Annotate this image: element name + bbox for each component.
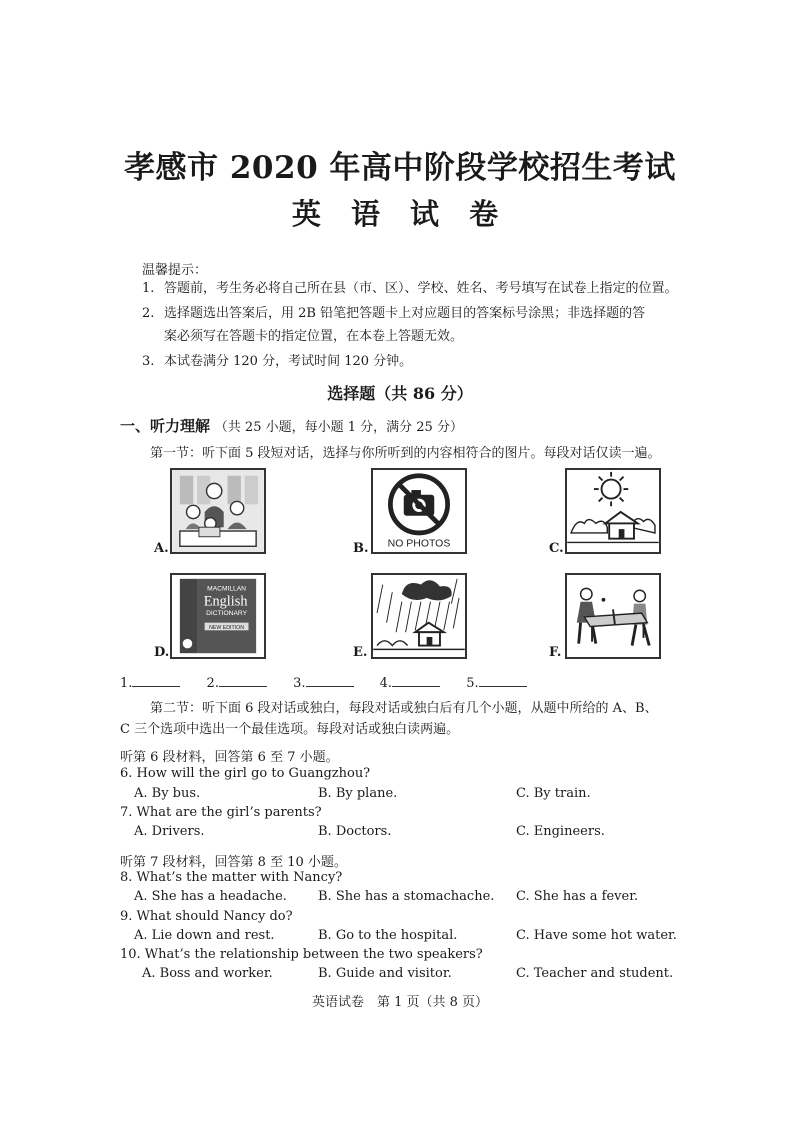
- exam-title: 孝感市 2020 年高中阶段学校招生考试: [124, 150, 676, 186]
- option-c[interactable]: C. Teacher and student.: [516, 966, 674, 981]
- tip-text: 答题前，考生务必将自己所在县（市、区）、学校、姓名、考号填写在试卷上指定的位置。: [164, 281, 678, 296]
- answer-blank[interactable]: [392, 674, 440, 687]
- dictionary-icon: [170, 573, 266, 659]
- option-a[interactable]: A. Lie down and rest.: [134, 928, 275, 943]
- option-a[interactable]: A. By bus.: [134, 786, 201, 801]
- question-stem: 10. What’s the relationship between the two speakers?: [120, 947, 483, 962]
- part-heading: [120, 415, 463, 436]
- option-c[interactable]: C. Engineers.: [516, 824, 605, 839]
- option-a[interactable]: A. She has a headache.: [134, 889, 287, 904]
- tip-text: 选择题选出答案后，用 2B 铅笔把答题卡上对应题目的答案标号涂黑；非选择题的答: [164, 306, 646, 321]
- option-b[interactable]: B. Doctors.: [318, 824, 392, 839]
- option-a[interactable]: A. Boss and worker.: [142, 966, 273, 981]
- tip-number: 3.: [142, 354, 155, 369]
- picture-label-a: A.: [154, 541, 169, 556]
- book-brand: MACMILLAN: [207, 585, 247, 593]
- tip-item-2-cont: 案必须写在答题卡的指定位置，在本卷上答题无效。: [164, 329, 464, 344]
- answer-blank[interactable]: [132, 674, 180, 687]
- section2-instructions-line1: 第二节：听下面 6 段对话或独白，每段对话或独白后有几个小题，从题中所给的 A、B、: [150, 701, 658, 716]
- tips-heading: 温馨提示：: [142, 263, 208, 278]
- section1-instructions: 第一节：听下面 5 段短对话，选择与你所听到的内容相符合的图片。每段对话仅读一遍。: [150, 446, 661, 461]
- table-tennis-icon: [565, 573, 661, 659]
- tip-item-2: [142, 304, 645, 324]
- option-b[interactable]: B. Go to the hospital.: [318, 928, 458, 943]
- sunny-house-icon: [565, 468, 661, 554]
- question-stem: 7. What are the girl’s parents?: [120, 805, 322, 820]
- tip-number: 2.: [142, 306, 155, 321]
- tip-text: 本试卷满分 120 分，考试时间 120 分钟。: [164, 354, 413, 369]
- family-reading-icon: [170, 468, 266, 554]
- option-b[interactable]: B. Guide and visitor.: [318, 966, 452, 981]
- group-intro: 听第 6 段材料，回答第 6 至 7 小题。: [120, 750, 339, 765]
- picture-label-b: B.: [353, 541, 369, 556]
- option-c[interactable]: C. Have some hot water.: [516, 928, 677, 943]
- answer-blanks: [120, 674, 549, 691]
- blank-number: 1.: [120, 676, 133, 691]
- book-edition: NEW EDITION: [209, 624, 245, 631]
- picture-label-d: D.: [154, 645, 170, 660]
- option-a[interactable]: A. Drivers.: [134, 824, 205, 839]
- option-b[interactable]: B. She has a stomachache.: [318, 889, 495, 904]
- blank-number: 3.: [293, 676, 306, 691]
- blank-number: 5.: [466, 676, 479, 691]
- answer-blank[interactable]: [306, 674, 354, 687]
- option-b[interactable]: B. By plane.: [318, 786, 398, 801]
- blank-number: 2.: [206, 676, 219, 691]
- option-c[interactable]: C. She has a fever.: [516, 889, 639, 904]
- question-stem: 9. What should Nancy do?: [120, 909, 293, 924]
- group-intro: 听第 7 段材料，回答第 8 至 10 小题。: [120, 855, 347, 870]
- tip-item-3: [142, 352, 412, 372]
- section2-instructions-line2: C 三个选项中选出一个最佳选项。每段对话或独白读两遍。: [120, 722, 460, 737]
- option-c[interactable]: C. By train.: [516, 786, 591, 801]
- tip-number: 1.: [142, 281, 155, 296]
- blank-number: 4.: [379, 676, 393, 691]
- part-title: 一、听力理解: [120, 417, 211, 435]
- part-note: （共 25 小题，每小题 1 分，满分 25 分）: [214, 420, 463, 435]
- tip-item-1: [142, 279, 678, 299]
- question-stem: 8. What’s the matter with Nancy?: [120, 870, 343, 885]
- answer-blank[interactable]: [479, 674, 527, 687]
- rainy-house-icon: [371, 573, 467, 659]
- picture-label-f: F.: [549, 645, 562, 660]
- picture-label-e: E.: [353, 645, 368, 660]
- book-title-1: English: [203, 593, 248, 610]
- section-title: 选择题（共 86 分）: [327, 384, 473, 403]
- no-photos-caption: NO PHOTOS: [387, 538, 451, 550]
- no-photos-icon: [371, 468, 467, 554]
- picture-label-c: C.: [549, 541, 564, 556]
- exam-subtitle: 英 语 试 卷: [291, 197, 509, 231]
- answer-blank[interactable]: [219, 674, 267, 687]
- question-stem: 6. How will the girl go to Guangzhou?: [120, 766, 371, 781]
- book-title-2: DICTIONARY: [206, 610, 248, 618]
- page-footer: 英语试卷 第 1 页（共 8 页）: [311, 995, 489, 1010]
